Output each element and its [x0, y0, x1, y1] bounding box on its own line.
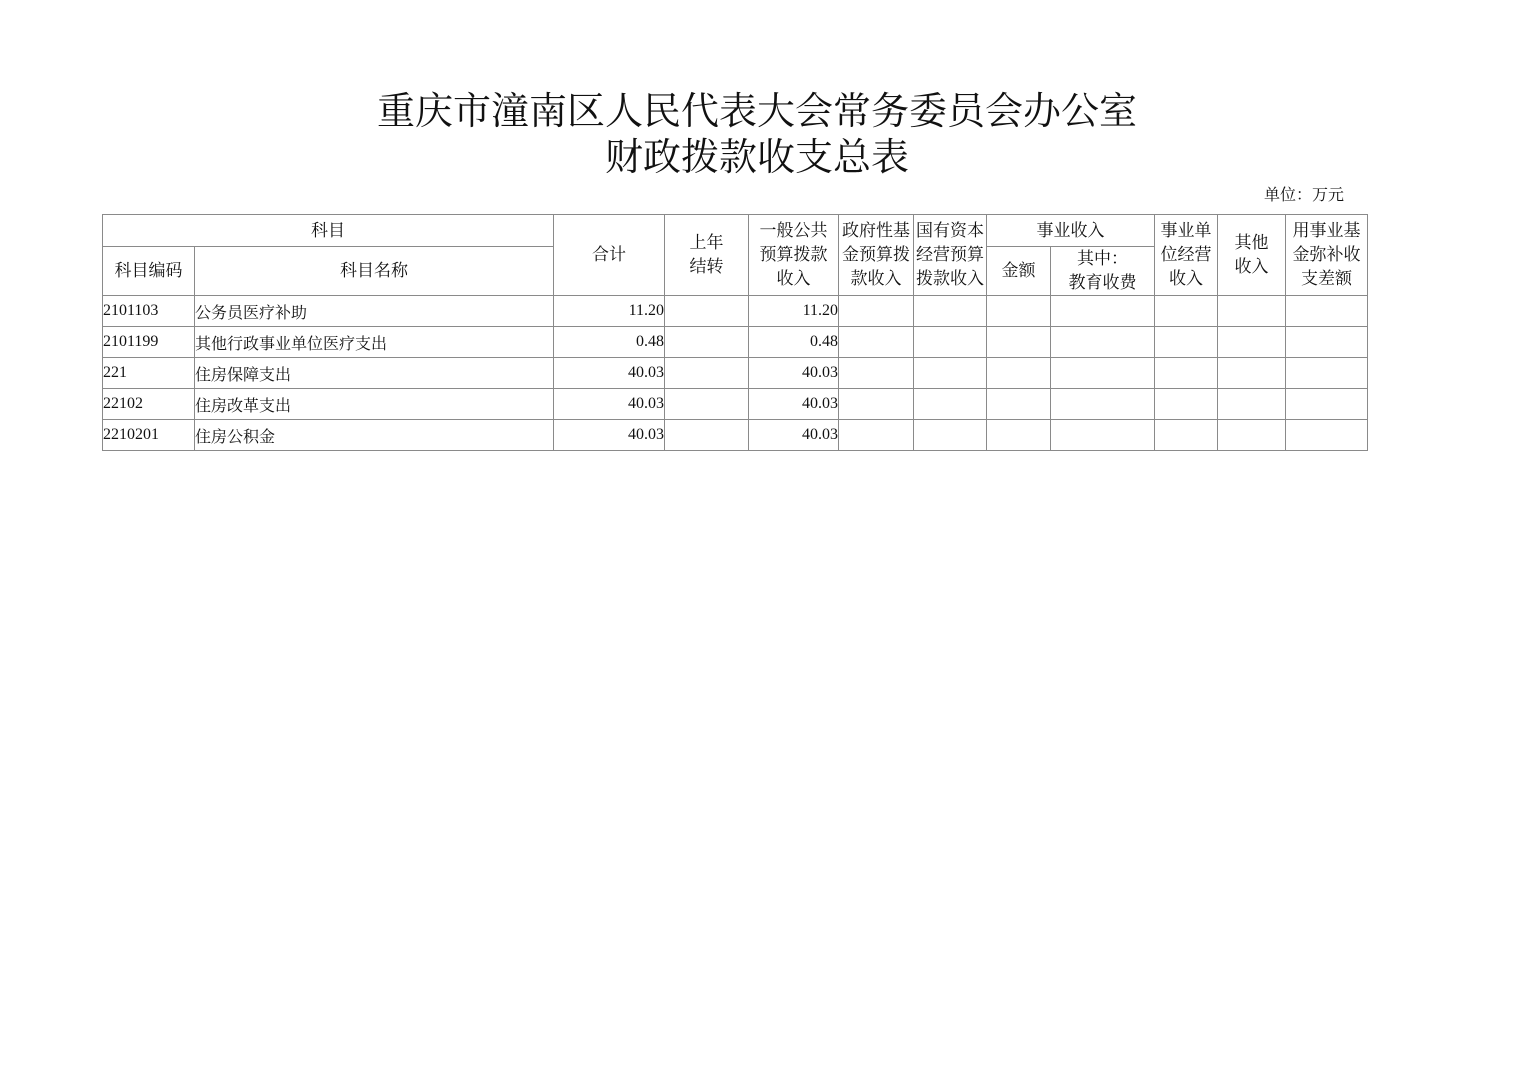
other-income-cell — [1218, 296, 1286, 327]
total-cell: 40.03 — [554, 420, 665, 451]
header-subject-code: 科目编码 — [103, 247, 195, 296]
state-capital-cell — [914, 420, 987, 451]
prev-carry-cell — [665, 420, 749, 451]
general-budget-cell: 40.03 — [749, 420, 839, 451]
header-general-budget: 一般公共 预算拨款 收入 — [749, 215, 839, 296]
unit-operation-cell — [1155, 358, 1218, 389]
fund-gap-cell — [1286, 420, 1368, 451]
unit-operation-cell — [1155, 327, 1218, 358]
prev-carry-cell — [665, 327, 749, 358]
other-income-cell — [1218, 327, 1286, 358]
prev-carry-cell — [665, 296, 749, 327]
state-capital-cell — [914, 296, 987, 327]
subject-code-cell: 2101103 — [103, 296, 195, 327]
header-amount: 金额 — [987, 247, 1051, 296]
prev-carry-cell — [665, 389, 749, 420]
fund-gap-cell — [1286, 389, 1368, 420]
fund-gap-cell — [1286, 296, 1368, 327]
finance-table — [102, 214, 1368, 451]
report-subtitle: 财政拨款收支总表 — [604, 135, 909, 179]
total-cell: 11.20 — [554, 296, 665, 327]
header-gov-fund: 政府性基 金预算拨 款收入 — [839, 215, 914, 296]
subject-code-cell: 2101199 — [103, 327, 195, 358]
header-business-income: 事业收入 — [987, 215, 1155, 247]
total-cell: 40.03 — [554, 389, 665, 420]
table-row — [103, 296, 1368, 327]
header-prev-carry: 上年 结转 — [665, 215, 749, 296]
subject-name-cell: 住房保障支出 — [195, 358, 554, 389]
prev-carry-cell — [665, 358, 749, 389]
subject-name-cell: 其他行政事业单位医疗支出 — [195, 327, 554, 358]
subject-code-cell: 2210201 — [103, 420, 195, 451]
gov-fund-cell — [839, 389, 914, 420]
gov-fund-cell — [839, 327, 914, 358]
unit-operation-cell — [1155, 389, 1218, 420]
report-title: 重庆市潼南区人民代表大会常务委员会办公室 — [376, 89, 1137, 133]
gov-fund-cell — [839, 420, 914, 451]
header-other-income: 其他 收入 — [1218, 215, 1286, 296]
other-income-cell — [1218, 358, 1286, 389]
amount-cell — [987, 327, 1051, 358]
state-capital-cell — [914, 358, 987, 389]
subject-name-cell: 住房公积金 — [195, 420, 554, 451]
general-budget-cell: 0.48 — [749, 327, 839, 358]
amount-cell — [987, 358, 1051, 389]
other-income-cell — [1218, 420, 1286, 451]
edu-fee-cell — [1051, 420, 1155, 451]
header-subject-name: 科目名称 — [195, 247, 554, 296]
other-income-cell — [1218, 389, 1286, 420]
header-edu-fee: 其中： 教育收费 — [1051, 247, 1155, 296]
subject-name-cell: 公务员医疗补助 — [195, 296, 554, 327]
state-capital-cell — [914, 389, 987, 420]
edu-fee-cell — [1051, 327, 1155, 358]
table-row — [103, 389, 1368, 420]
state-capital-cell — [914, 327, 987, 358]
gov-fund-cell — [839, 358, 914, 389]
general-budget-cell: 40.03 — [749, 358, 839, 389]
subject-code-cell: 221 — [103, 358, 195, 389]
amount-cell — [987, 420, 1051, 451]
edu-fee-cell — [1051, 296, 1155, 327]
header-unit-operation: 事业单 位经营 收入 — [1155, 215, 1218, 296]
header-total: 合计 — [554, 215, 665, 296]
unit-operation-cell — [1155, 420, 1218, 451]
header-fund-gap: 用事业基 金弥补收 支差额 — [1286, 215, 1368, 296]
subject-code-cell: 22102 — [103, 389, 195, 420]
table-row — [103, 358, 1368, 389]
general-budget-cell: 40.03 — [749, 389, 839, 420]
total-cell: 0.48 — [554, 327, 665, 358]
general-budget-cell: 11.20 — [749, 296, 839, 327]
gov-fund-cell — [839, 296, 914, 327]
edu-fee-cell — [1051, 358, 1155, 389]
header-subject: 科目 — [103, 215, 554, 247]
amount-cell — [987, 296, 1051, 327]
amount-cell — [987, 389, 1051, 420]
unit-label: 单位：万元 — [1264, 185, 1345, 204]
fund-gap-cell — [1286, 358, 1368, 389]
table-row — [103, 420, 1368, 451]
table-row — [103, 327, 1368, 358]
unit-operation-cell — [1155, 296, 1218, 327]
edu-fee-cell — [1051, 389, 1155, 420]
header-state-capital: 国有资本 经营预算 拨款收入 — [914, 215, 987, 296]
total-cell: 40.03 — [554, 358, 665, 389]
fund-gap-cell — [1286, 327, 1368, 358]
subject-name-cell: 住房改革支出 — [195, 389, 554, 420]
